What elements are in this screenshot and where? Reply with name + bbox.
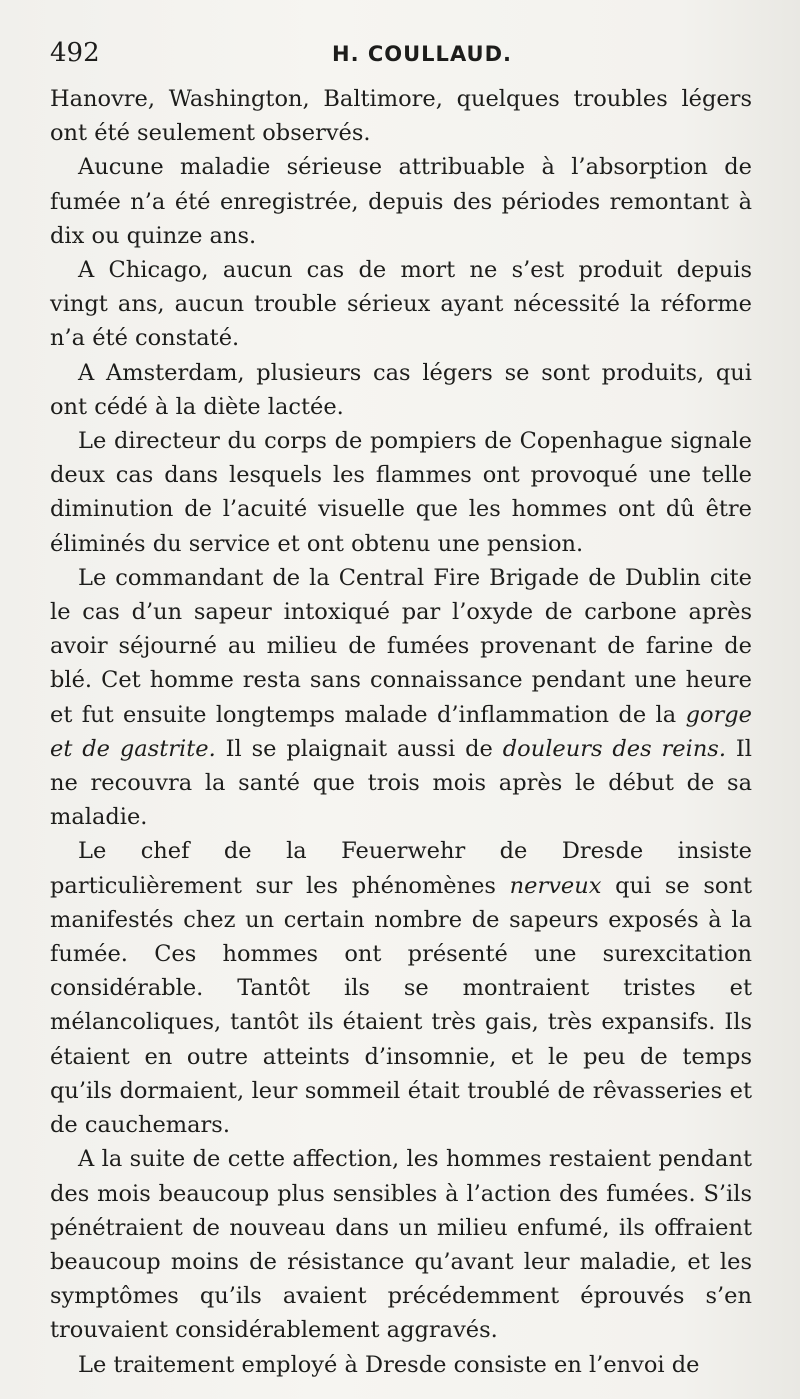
paragraph bbox=[50, 253, 752, 356]
text-span: A Amsterdam, plusieurs cas légers se sont produits, qui ont cédé à la diète lactée. bbox=[50, 359, 752, 420]
text-span: Le commandant de la Central Fire Brigade de Dublin cite le cas d’un sapeur intoxiqué par l’oxyde de carbone après avoir séjourné au milieu de fumées provenant de farine de blé. Cet homme resta sans connaissance pendant une heure et fut ensuite longtemps malade d’inflammation de la bbox=[50, 564, 752, 728]
paragraph bbox=[50, 82, 752, 150]
text-span: Il ne recouvra la santé que trois mois après le début de sa maladie. bbox=[50, 735, 752, 831]
italic-text-span: douleurs des reins. bbox=[502, 735, 727, 762]
text-span: qui se sont manifestés chez un certain nombre de sapeurs exposés à la fumée. Ces hommes ont présenté une surexcitation considérable. Tantôt ils se montraient tristes et mélancoliques, tantôt ils étaient très gais, très expansifs. Ils étaient en outre atteints d’insomnie, et le peu de temps qu’ils dormaient, leur sommeil était troublé de rêvasseries et de cauchemars. bbox=[50, 872, 752, 1139]
page-header bbox=[50, 38, 752, 74]
paragraph bbox=[50, 561, 752, 835]
text-span: Le directeur du corps de pompiers de Copenhague signale deux cas dans lesquels les flammes ont provoqué une telle diminution de l’acuité visuelle que les hommes ont dû être éliminés du service et ont obtenu une pension. bbox=[50, 428, 752, 557]
paragraph bbox=[50, 424, 752, 561]
paragraph bbox=[50, 1348, 752, 1382]
paragraph bbox=[50, 356, 752, 424]
page-number: 492 bbox=[50, 38, 100, 68]
text-span: Aucune maladie sérieuse attribuable à l’absorption de fumée n’a été enregistrée, depuis des périodes remontant à dix ou quinze ans. bbox=[50, 154, 752, 249]
text-span: Le chef de la Feuerwehr de Dresde insiste particulièrement sur les phénomènes bbox=[50, 838, 752, 899]
running-head: H. COULLAUD. bbox=[332, 42, 513, 66]
paragraph bbox=[50, 834, 752, 1142]
paragraph bbox=[50, 1142, 752, 1347]
paragraph bbox=[50, 150, 752, 253]
text-span: A Chicago, aucun cas de mort ne s’est produit depuis vingt ans, aucun trouble sérieux ayant nécessité la réforme n’a été constaté. bbox=[50, 257, 752, 352]
text-span: Le traitement employé à Dresde consiste en l’envoi de bbox=[78, 1351, 700, 1378]
body-text bbox=[50, 82, 752, 1382]
italic-text-span: gorge et de gastrite. bbox=[50, 701, 752, 762]
text-span: Il se plaignait aussi de bbox=[215, 735, 503, 762]
text-span: Hanovre, Washington, Baltimore, quelques troubles légers ont été seulement observés. bbox=[50, 86, 752, 147]
italic-text-span: nerveux bbox=[509, 872, 602, 899]
text-span: A la suite de cette affection, les hommes restaient pendant des mois beaucoup plus sensibles à l’action des fumées. S’ils pénétraient de nouveau dans un milieu enfumé, ils offraient beaucoup moins de résistance qu’avant leur maladie, et les symptômes qu’ils avaient précédemment éprouvés s’en trouvaient considérablement aggravés. bbox=[50, 1146, 752, 1344]
